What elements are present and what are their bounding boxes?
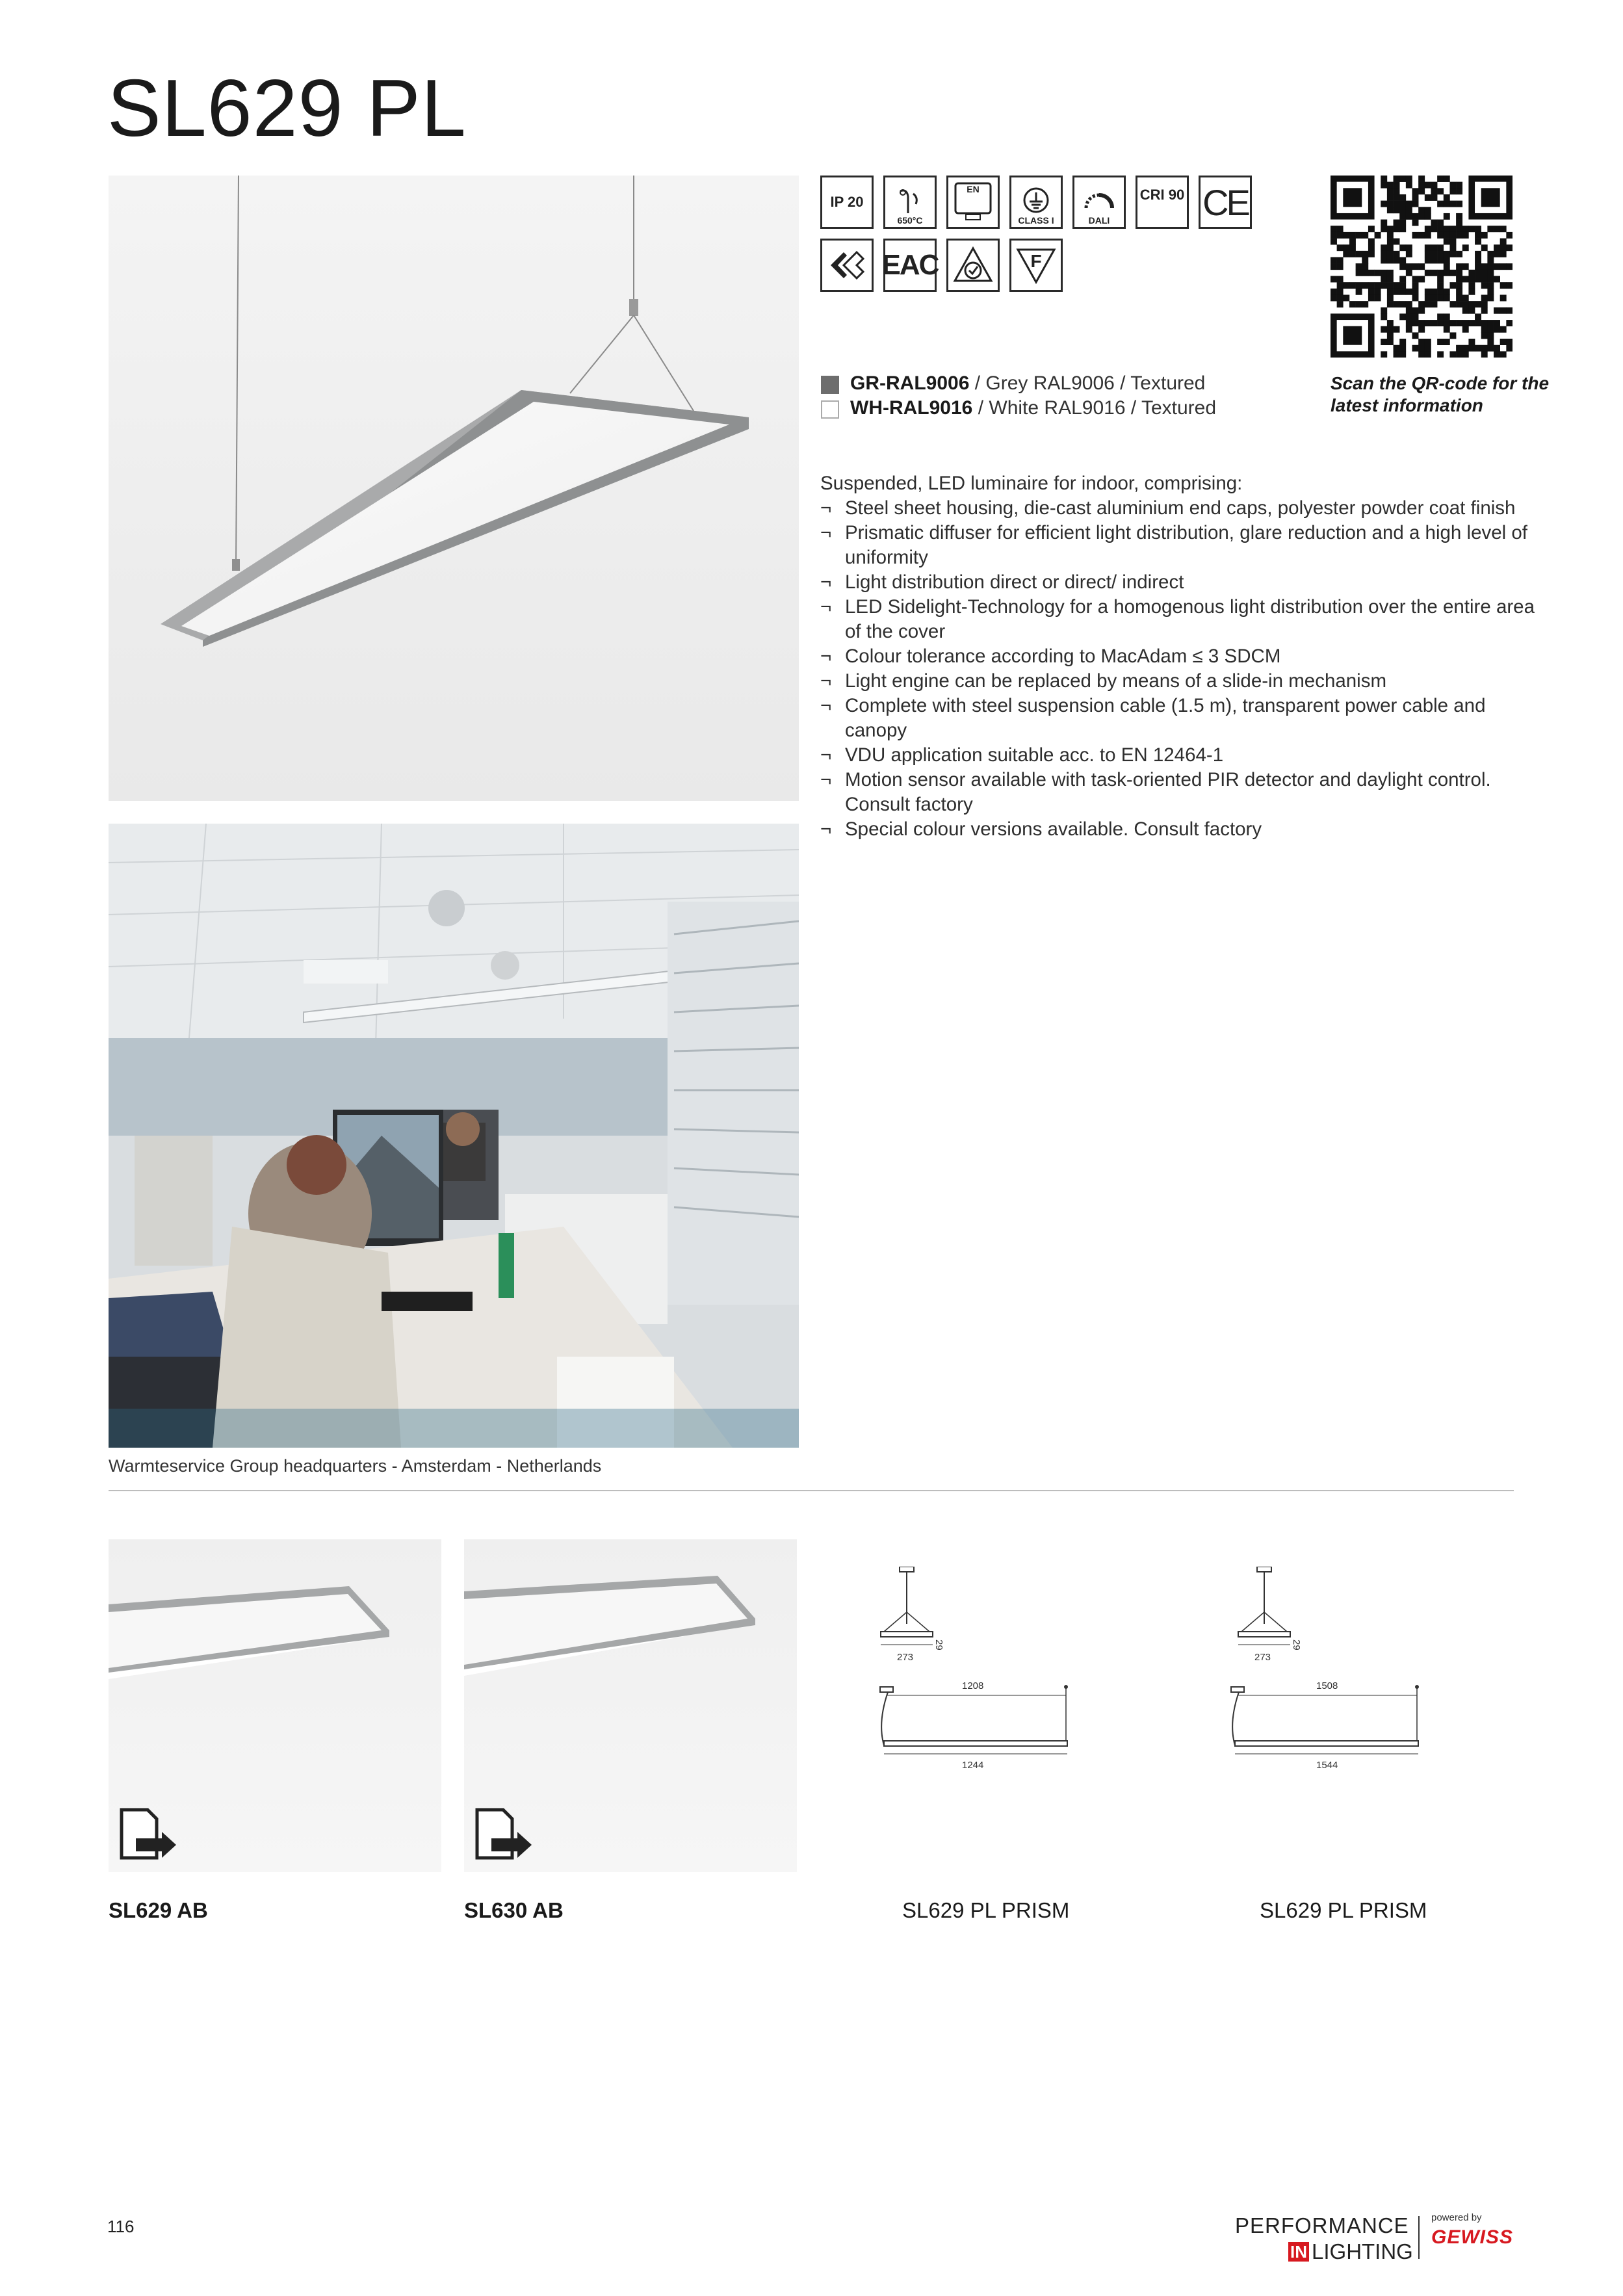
brand-performance: PERFORMANCE	[1235, 2213, 1409, 2237]
swatch-white	[821, 400, 839, 419]
drawing-height-label: 29	[933, 1639, 944, 1650]
page-number: 116	[107, 2217, 135, 2236]
drawing-total-length-label: 1244	[962, 1760, 984, 1771]
drawing-inner-length-label: 1508	[1316, 1680, 1338, 1691]
glow-wire-icon: 650°C	[883, 176, 937, 229]
section-divider	[109, 1490, 1514, 1491]
feature-item: ¬ Colour tolerance according to MacAdam ≤ 3 SDCM	[820, 644, 1548, 669]
photo-caption: Warmteservice Group headquarters - Amsterdam - Netherlands	[109, 1456, 602, 1476]
drawing-height-label: 29	[1291, 1639, 1302, 1650]
feature-item: ¬ LED Sidelight-Technology for a homogenous light distribution over the entire area of the cover	[820, 595, 1548, 644]
datasheet-link-icon[interactable]	[116, 1806, 181, 1868]
ip20-icon: IP 20	[820, 176, 874, 229]
drawing-total-length-label: 1544	[1316, 1760, 1338, 1771]
feature-list	[820, 496, 1548, 842]
en-standard-icon: EN	[946, 176, 1000, 229]
variant-grey: GR-RAL9006 / Grey RAL9006 / Textured	[850, 372, 1206, 394]
feature-item: ¬ Motion sensor available with task-oriented PIR detector and daylight control. Consult factory	[820, 768, 1548, 817]
class-one-earth-icon: CLASS I	[1009, 176, 1063, 229]
brand-powered-by: powered by	[1431, 2212, 1482, 2223]
feature-item: ¬ Light distribution direct or direct/ indirect	[820, 570, 1548, 595]
qr-caption: Scan the QR-code for the latest information	[1331, 373, 1550, 415]
dali-dimming-icon: DALI	[1072, 176, 1126, 229]
f-mark-icon: F	[1009, 239, 1063, 292]
technical-drawing-1	[871, 1567, 1209, 1801]
related-label-sl629-ab[interactable]: SL629 AB	[109, 1898, 208, 1922]
brand-logo	[1235, 2212, 1514, 2264]
technical-drawing-2	[1228, 1567, 1566, 1801]
feature-item: ¬ Light engine can be replaced by means of a slide-in mechanism	[820, 669, 1548, 694]
eac-mark-icon: EAC	[883, 239, 937, 292]
feature-item: ¬ Steel sheet housing, die-cast aluminium end caps, polyester powder coat finish	[820, 496, 1548, 521]
swatch-grey	[821, 376, 839, 394]
drawing-label-1: SL629 PL PRISM	[902, 1898, 1070, 1922]
drawing-label-2: SL629 PL PRISM	[1260, 1898, 1427, 1922]
related-product-sl630-ab[interactable]	[464, 1539, 797, 1872]
drawing-inner-length-label: 1208	[962, 1680, 984, 1691]
brand-lighting: LIGHTING	[1312, 2239, 1413, 2263]
office-photo	[109, 824, 799, 1448]
drawing-width-label: 273	[1254, 1652, 1271, 1663]
variant-white: WH-RAL9016 / White RAL9016 / Textured	[850, 397, 1217, 419]
product-description	[820, 471, 1548, 842]
feature-item: ¬ Prismatic diffuser for efficient light distribution, glare reduction and a high level of uniformity	[820, 521, 1548, 570]
ce-mark-icon: CE	[1199, 176, 1252, 229]
page-title: SL629 PL	[107, 64, 467, 153]
description-intro: Suspended, LED luminaire for indoor, comprising:	[820, 473, 1243, 494]
related-label-sl630-ab[interactable]: SL630 AB	[464, 1898, 564, 1922]
feature-item: ¬ VDU application suitable acc. to EN 12464-1	[820, 743, 1548, 768]
brand-in-badge: IN	[1288, 2242, 1309, 2262]
qr-code[interactable]	[1331, 176, 1513, 358]
related-product-sl629-ab[interactable]	[109, 1539, 441, 1872]
cri-icon: CRI 90	[1136, 176, 1189, 229]
brand-gewiss: GEWISS	[1431, 2226, 1514, 2248]
ukca-icon	[820, 239, 874, 292]
drawing-width-label: 273	[897, 1652, 914, 1663]
feature-item: ¬ Complete with steel suspension cable (1.5 m), transparent power cable and canopy	[820, 694, 1548, 743]
datasheet-link-icon[interactable]	[472, 1806, 537, 1868]
rcm-mark-icon	[946, 239, 1000, 292]
feature-item: ¬ Special colour versions available. Consult factory	[820, 817, 1548, 842]
product-photo	[109, 176, 799, 801]
